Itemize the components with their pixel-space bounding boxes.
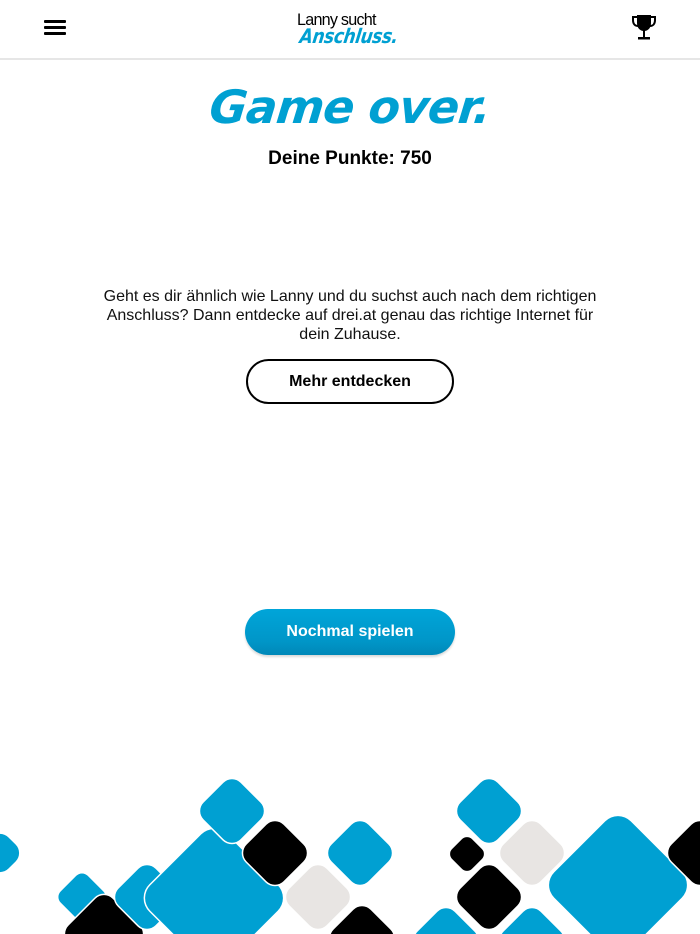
decorative-tile-pattern: [0, 740, 700, 934]
trophy-icon[interactable]: [632, 14, 656, 42]
logo-text-line1: Lanny sucht: [297, 10, 376, 29]
game-over-title: Game over.: [206, 80, 494, 134]
play-again-button[interactable]: Nochmal spielen: [245, 609, 455, 655]
score-label: Deine Punkte: 750: [268, 148, 432, 169]
top-header: [0, 0, 700, 60]
decor-tile: [542, 809, 695, 934]
decor-tile: [0, 829, 24, 877]
hamburger-menu-icon[interactable]: [44, 18, 68, 38]
logo[interactable]: [290, 10, 415, 50]
discover-more-button[interactable]: Mehr entdecken: [246, 359, 454, 404]
logo-text-line2: Anschluss.: [298, 24, 400, 48]
promo-text: Geht es dir ähnlich wie Lanny und du suchst auch nach dem richtigen Anschluss? Dann entdecke auf drei.at genau das richtige Internet für dein Zuhause.: [103, 288, 597, 343]
